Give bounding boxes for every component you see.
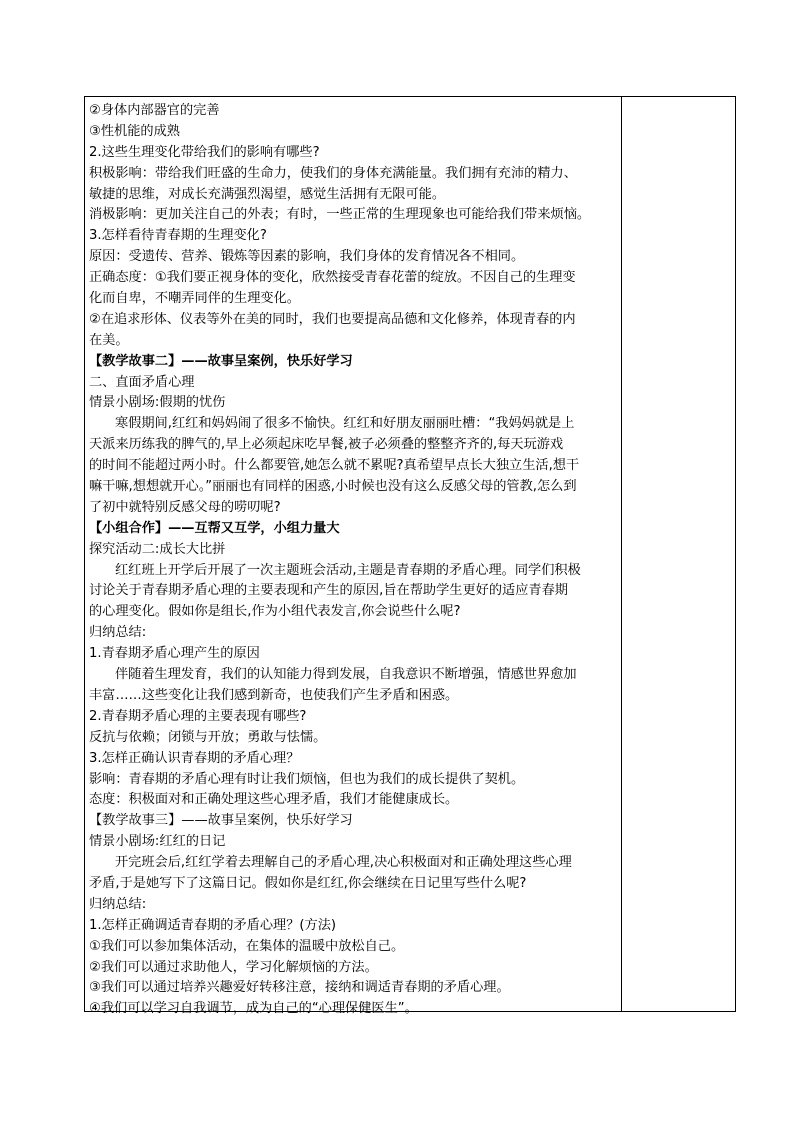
text-line: 天派来历练我的脾气的,早上必须起床吃早餐,被子必须叠的整整齐齐的,每天玩游戏 — [89, 437, 564, 453]
text-line: 的时间不能超过两小时。什么都要管,她怎么就不累呢?真希望早点长大独立生活,想干 — [89, 458, 580, 474]
text-line: 红红班上开学后开展了一次主题班会活动,主题是青春期的矛盾心理。同学们积极 — [115, 562, 581, 578]
text-line: 正确态度：①我们要正视身体的变化，欣然接受青春花蕾的绽放。不因自己的生理变 — [89, 270, 576, 286]
text-line: 的心理变化。假如你是组长,作为小组代表发言,你会说些什么呢? — [89, 604, 461, 620]
text-line: 影响：青春期的矛盾心理有时让我们烦恼，但也为我们的成长提供了契机。 — [89, 771, 525, 787]
text-line: 敏捷的思维，对成长充满强烈渴望，感觉生活拥有无限可能。 — [89, 186, 446, 202]
text-line: 【教学故事三】——故事呈案例，快乐好学习 — [89, 813, 353, 829]
text-line: 开完班会后,红红学着去理解自己的矛盾心理,决心积极面对和正确处理这些心理 — [115, 855, 572, 871]
text-line: ②在追求形体、仪表等外在美的同时，我们也要提高品德和文化修养，体现青春的内 — [89, 311, 576, 327]
text-line: ②身体内部器官的完善 — [89, 103, 220, 118]
text-line: 1.怎样正确调适青春期的矛盾心理？(方法) — [89, 917, 337, 933]
text-line: 原因：受遗传、营养、锻炼等因素的影响，我们身体的发育情况各不相同。 — [89, 249, 525, 265]
lesson-content-cell — [89, 101, 617, 1020]
text-line: 探究活动二:成长大比拼 — [89, 541, 226, 557]
text-line: 二、直面矛盾心理 — [89, 374, 195, 390]
text-line: 矛盾,于是她写下了这篇日记。假如你是红红,你会继续在日记里写些什么呢? — [89, 875, 527, 891]
section-heading: 【小组合作】——互帮又互学，小组力量大 — [89, 520, 340, 536]
text-line: ③性机能的成熟 — [89, 123, 180, 139]
text-line: 3.怎样看待青春期的生理变化? — [89, 228, 267, 244]
text-line: ①我们可以参加集体活动，在集体的温暖中放松自己。 — [89, 938, 405, 954]
lesson-table — [84, 96, 736, 1017]
text-line: 情景小剧场:假期的忧伤 — [89, 395, 226, 411]
text-line: 归纳总结: — [89, 625, 147, 641]
text-line: 2.这些生理变化带给我们的影响有哪些? — [89, 144, 320, 160]
text-line: 伴随着生理发育，我们的认知能力得到发展，自我意识不断增强，情感世界愈加 — [115, 667, 577, 683]
text-line: 反抗与依赖；闭锁与开放；勇敢与怯懦。 — [89, 729, 327, 745]
text-line: ②我们可以通过求助他人，学习化解烦恼的方法。 — [89, 959, 378, 975]
text-line: 1.青春期矛盾心理产生的原因 — [89, 646, 260, 662]
text-line: 消极影响：更加关注自己的外表；有时，一些正常的生理现象也可能给我们带来烦恼。 — [89, 207, 591, 223]
text-line: 2.青春期矛盾心理的主要表现有哪些? — [89, 708, 307, 724]
text-line: 归纳总结: — [89, 896, 147, 912]
text-line: 3.怎样正确认识青春期的矛盾心理？ — [89, 750, 300, 766]
text-line: ④我们可以学习自我调节，成为自己的“心理保健医生”。 — [89, 1001, 418, 1017]
column-divider — [621, 97, 622, 1011]
text-line: 在美。 — [89, 332, 129, 348]
text-line: 了初中就特别反感父母的唠叨呢? — [89, 499, 281, 515]
text-line: 讨论关于青春期矛盾心理的主要表现和产生的原因,旨在帮助学生更好的适应青春期 — [89, 583, 568, 599]
text-line: 丰富……这些变化让我们感到新奇，也使我们产生矛盾和困惑。 — [89, 687, 459, 703]
text-line: 积极影响：带给我们旺盛的生命力，使我们的身体充满能量。我们拥有充沛的精力、 — [89, 165, 577, 181]
text-line: 情景小剧场:红红的日记 — [89, 834, 226, 850]
text-line: 态度：积极面对和正确处理这些心理矛盾，我们才能健康成长。 — [89, 792, 459, 808]
text-line: 嘛干嘛,想想就开心。”丽丽也有同样的困惑,小时候也没有这么反感父母的管教,怎么到 — [89, 479, 577, 495]
text-line: 化而自卑，不嘲弄同伴的生理变化。 — [89, 291, 300, 307]
section-heading: 【教学故事二】——故事呈案例，快乐好学习 — [89, 353, 353, 369]
text-line: ③我们可以通过培养兴趣爱好转移注意，接纳和调适青春期的矛盾心理。 — [89, 980, 510, 996]
text-line: 寒假期间,红红和妈妈闹了很多不愉快。红红和好朋友丽丽吐槽：“我妈妈就是上 — [115, 416, 575, 432]
